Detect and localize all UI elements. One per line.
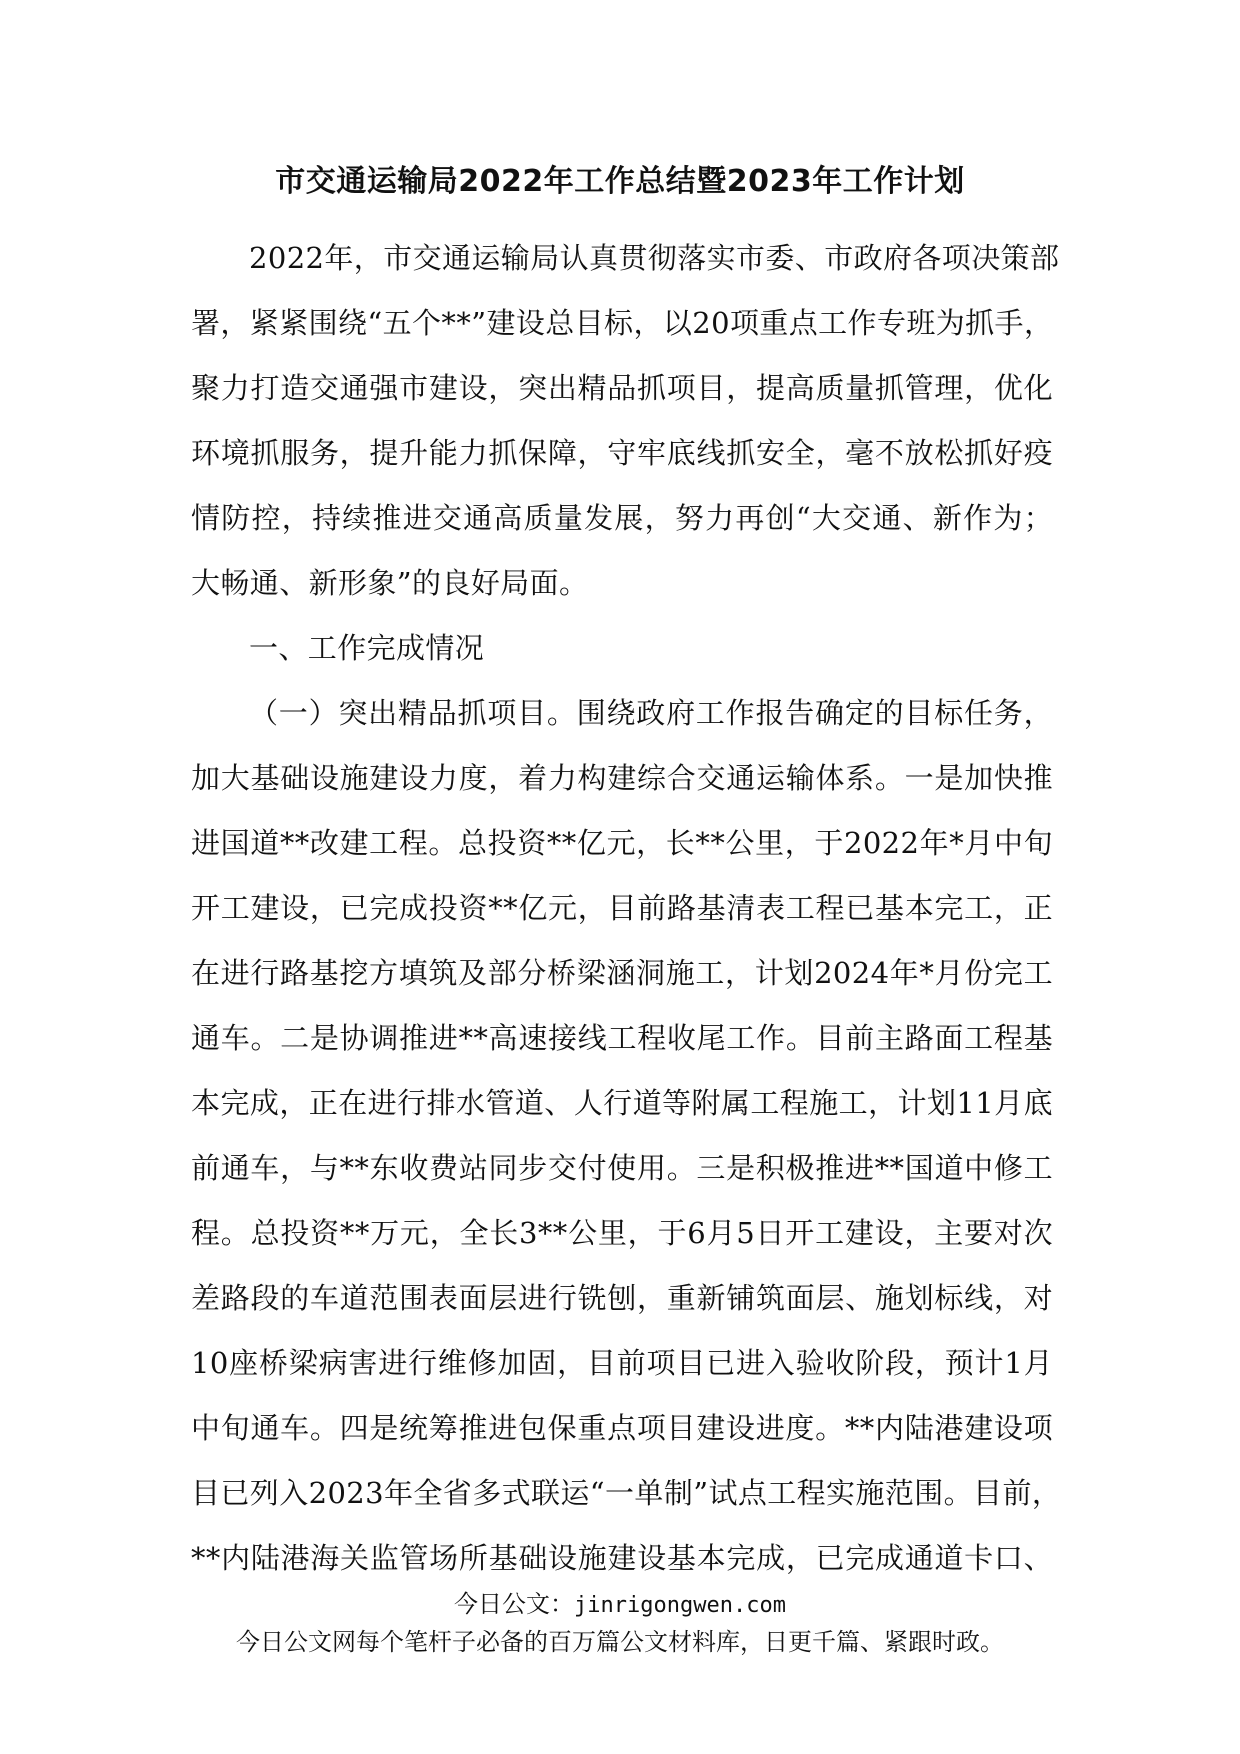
text-line: 署，紧紧围绕“五个**”建设总目标，以20项重点工作专班为抓手， <box>191 306 1054 340</box>
footer-site <box>0 1588 1240 1622</box>
text-line: **内陆港海关监管场所基础设施建设基本完成，已完成通道卡口、 <box>191 1541 1053 1575</box>
document-body <box>191 226 1062 1591</box>
footer-site-label: 今日公文： <box>454 1590 575 1618</box>
text-line: （一）突出精品抓项目。围绕政府工作报告确定的目标任务， <box>249 696 1053 730</box>
text-line: 环境抓服务，提升能力抓保障，守牢底线抓安全，毫不放松抓好疫 <box>191 436 1053 470</box>
paragraph-projects <box>191 681 1062 1591</box>
footer-slogan: 今日公文网每个笔杆子必备的百万篇公文材料库，日更千篇、紧跟时政。 <box>236 1628 1004 1656</box>
text-line: 开工建设，已完成投资**亿元，目前路基清表工程已基本完工，正 <box>191 891 1053 925</box>
text-line: 情防控，持续推进交通高质量发展，努力再创“大交通、新作为； <box>191 501 1053 535</box>
paragraph-intro <box>191 226 1060 616</box>
text-line: 10座桥梁病害进行维修加固，目前项目已进入验收阶段，预计1月 <box>191 1346 1053 1380</box>
text-line: 加大基础设施建设力度，着力构建综合交通运输体系。一是加快推 <box>191 761 1053 795</box>
text-line: 聚力打造交通强市建设，突出精品抓项目，提高质量抓管理，优化 <box>191 371 1053 405</box>
section-heading <box>191 616 1053 681</box>
text-line: 前通车，与**东收费站同步交付使用。三是积极推进**国道中修工 <box>191 1151 1053 1185</box>
text-line: 本完成，正在进行排水管道、人行道等附属工程施工，计划11月底 <box>191 1086 1053 1120</box>
text-line: 通车。二是协调推进**高速接线工程收尾工作。目前主路面工程基 <box>191 1021 1053 1055</box>
text-line: 目已列入2023年全省多式联运“一单制”试点工程实施范围。目前， <box>191 1476 1062 1510</box>
text-line: 在进行路基挖方填筑及部分桥梁涵洞施工，计划2024年*月份完工 <box>191 956 1053 990</box>
text-line: 大畅通、新形象”的良好局面。 <box>191 566 589 600</box>
text-line: 中旬通车。四是统筹推进包保重点项目建设进度。**内陆港建设项 <box>191 1411 1053 1445</box>
document-title: 市交通运输局2022年工作总结暨2023年工作计划 <box>275 164 965 199</box>
text-line: 进国道**改建工程。总投资**亿元，长**公里，于2022年*月中旬 <box>191 826 1053 860</box>
text-line: 差路段的车道范围表面层进行铣刨，重新铺筑面层、施划标线，对 <box>191 1281 1053 1315</box>
text-line: 2022年，市交通运输局认真贯彻落实市委、市政府各项决策部 <box>249 241 1060 275</box>
section-heading-text: 一、工作完成情况 <box>249 631 485 665</box>
footer-site-link[interactable]: jinrigongwen.com <box>574 1593 786 1618</box>
text-line: 程。总投资**万元，全长3**公里，于6月5日开工建设，主要对次 <box>191 1216 1053 1250</box>
